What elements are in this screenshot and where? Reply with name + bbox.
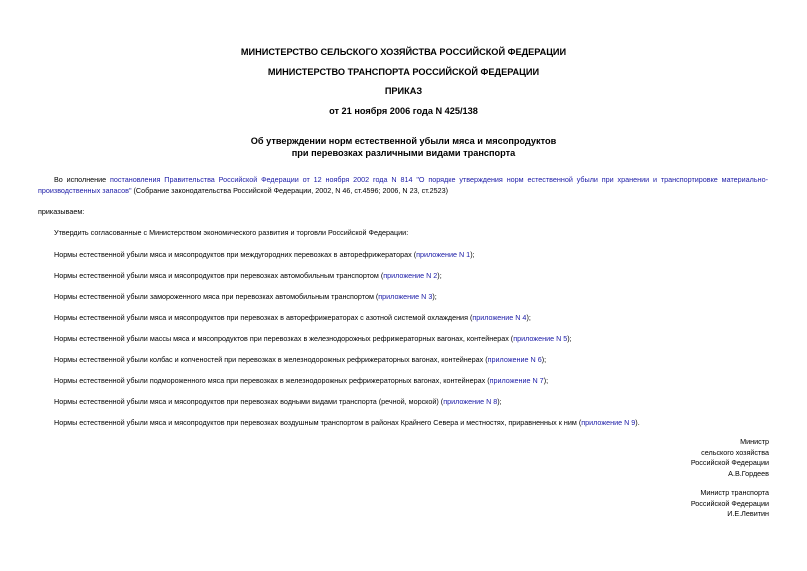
intro-suffix: (Собрание законодательства Российской Федерации, 2002, N 46, ст.4596; 2006, N 23, ст.2523) bbox=[131, 186, 449, 195]
appendix-link[interactable]: приложение N 4 bbox=[472, 313, 527, 322]
norm-item bbox=[54, 313, 769, 323]
government-decree-link[interactable]: постановления Правительства Российской Федерации от 12 ноября 2002 года N 814 "О порядке утверждения норм естественной убыли при хранении и транспортировке материально-производственных запасов" bbox=[38, 175, 768, 195]
norm-item-end: ); bbox=[437, 271, 442, 280]
norm-item-text: Нормы естественной убыли мяса и мясопродуктов при перевозках водными видами транспорта (речной, морской) ( bbox=[54, 397, 444, 406]
document-title-line2: при перевозках различными видами транспорта bbox=[291, 148, 516, 158]
document-title-line1: Об утверждении норм естественной убыли мяса и мясопродуктов bbox=[250, 136, 557, 146]
signature-line: сельского хозяйства bbox=[701, 447, 769, 457]
appendix-link[interactable]: приложение N 6 bbox=[487, 355, 542, 364]
norm-item-end: ); bbox=[541, 355, 547, 364]
norm-item-end: ); bbox=[432, 292, 437, 301]
norm-item-end: ); bbox=[567, 334, 572, 343]
appendix-link[interactable]: приложение N 9 bbox=[581, 418, 636, 427]
approve-statement: Утвердить согласованные с Министерством экономического развития и торговли Российской Федерации: bbox=[54, 228, 409, 237]
appendix-link[interactable]: приложение N 2 bbox=[383, 271, 438, 280]
ministry-transport-heading: МИНИСТЕРСТВО ТРАНСПОРТА РОССИЙСКОЙ ФЕДЕРАЦИИ bbox=[267, 67, 540, 77]
appendix-link[interactable]: приложение N 7 bbox=[489, 376, 544, 385]
norm-item bbox=[54, 334, 769, 344]
signature-transport-minister bbox=[691, 488, 769, 520]
signature-agriculture-minister bbox=[691, 437, 769, 479]
order-heading: ПРИКАЗ bbox=[384, 86, 423, 96]
intro-paragraph bbox=[38, 174, 768, 196]
appendix-link[interactable]: приложение N 5 bbox=[513, 334, 568, 343]
norm-item bbox=[54, 250, 769, 260]
norm-item-text: Нормы естественной убыли мяса и мясопродуктов при перевозках автомобильным транспортом ( bbox=[54, 271, 384, 280]
norm-item-end: ); bbox=[543, 376, 549, 385]
norm-item-text: Нормы естественной убыли мяса и мясопродуктов при междугородних перевозках в авторефрижераторах ( bbox=[54, 250, 417, 259]
norm-item-end: ); bbox=[497, 397, 502, 406]
norm-item-text: Нормы естественной убыли подмороженного мяса при перевозках в железнодорожных рефрижераторных вагонах, контейнерах ( bbox=[54, 376, 490, 385]
norm-item bbox=[54, 355, 769, 365]
signature-line: Российской Федерации bbox=[690, 498, 769, 508]
signature-line: Министр bbox=[740, 437, 769, 446]
intro-prefix: Во исполнение bbox=[54, 175, 111, 184]
ministry-agriculture-heading: МИНИСТЕРСТВО СЕЛЬСКОГО ХОЗЯЙСТВА РОССИЙСКОЙ ФЕДЕРАЦИИ bbox=[240, 47, 567, 57]
norm-item-end: ); bbox=[470, 250, 475, 259]
document-title bbox=[0, 135, 807, 159]
signature-line: Российской Федерации bbox=[690, 458, 769, 467]
norm-item-end: ). bbox=[635, 418, 640, 427]
signature-line: Министр транспорта bbox=[700, 488, 769, 497]
norm-item bbox=[54, 271, 769, 281]
norm-item-text: Нормы естественной убыли мяса и мясопродуктов при перевозках в авторефрижераторах с азотной системой охлаждения ( bbox=[54, 313, 473, 322]
norm-item bbox=[54, 292, 769, 302]
order-word: приказываем: bbox=[38, 207, 85, 216]
appendix-link[interactable]: приложение N 1 bbox=[416, 250, 471, 259]
signature-line: И.Е.Левитин bbox=[727, 509, 769, 518]
norm-item-text: Нормы естественной убыли массы мяса и мясопродуктов при перевозках в железнодорожных рефрижераторных вагонах, контейнерах ( bbox=[54, 334, 514, 343]
norm-item bbox=[54, 397, 769, 407]
norm-item-text: Нормы естественной убыли замороженного мяса при перевозках автомобильным транспортом ( bbox=[54, 292, 379, 301]
norm-item-end: ); bbox=[526, 313, 531, 322]
norm-item-text: Нормы естественной убыли колбас и копченостей при перевозках в железнодорожных рефрижераторных вагонах, контейнерах ( bbox=[54, 355, 488, 364]
appendix-link[interactable]: приложение N 3 bbox=[378, 292, 433, 301]
norm-item bbox=[54, 418, 769, 428]
signature-line: А.В.Гордеев bbox=[728, 468, 769, 478]
norm-item-text: Нормы естественной убыли мяса и мясопродуктов при перевозках воздушным транспортом в районах Крайнего Севера и местностях, приравненных к ним ( bbox=[54, 418, 582, 427]
appendix-link[interactable]: приложение N 8 bbox=[443, 397, 498, 406]
norm-item bbox=[54, 376, 769, 386]
order-date: от 21 ноября 2006 года N 425/138 bbox=[329, 106, 478, 116]
